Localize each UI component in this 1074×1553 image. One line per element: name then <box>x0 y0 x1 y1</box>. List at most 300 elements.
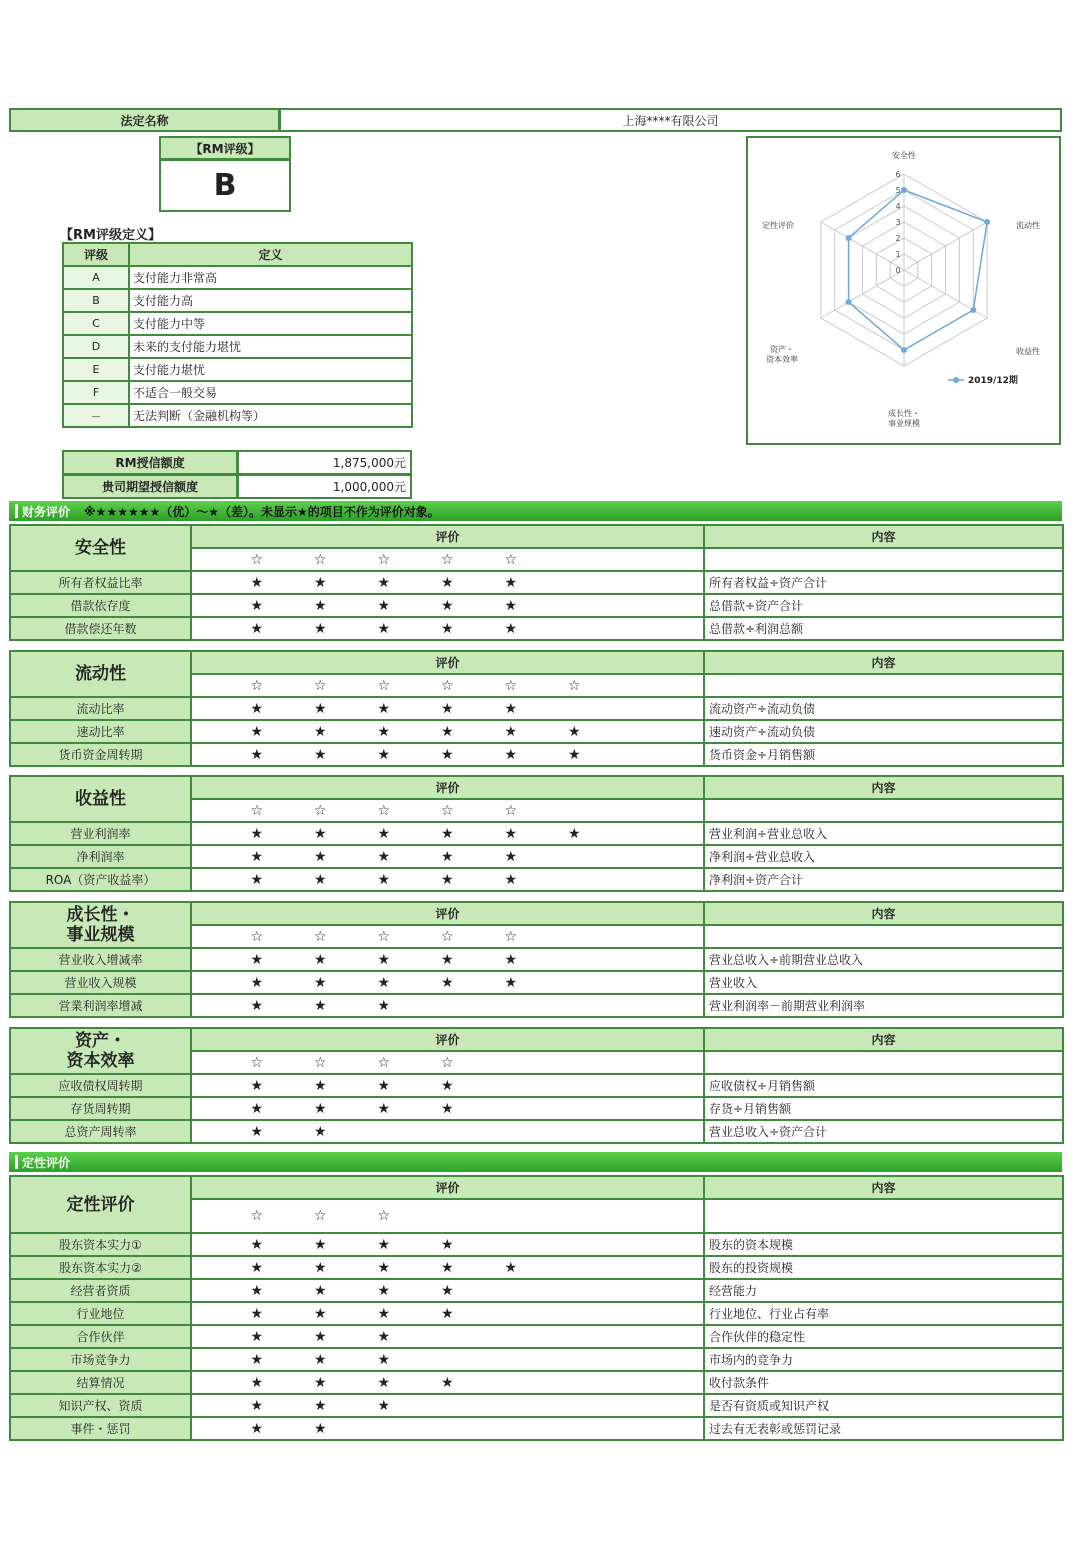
item-description: 是否有资质或知识产权 <box>704 1394 1063 1417</box>
filled-star-icon: ★ <box>250 1282 264 1299</box>
section-marker <box>15 1155 18 1169</box>
financial-section-title: 财务评价 <box>22 504 71 519</box>
table-row <box>10 868 1063 891</box>
filled-star-icon: ★ <box>313 700 327 717</box>
empty-star-icon: ☆ <box>377 802 391 819</box>
item-description: 营业总收入÷前期营业总收入 <box>704 948 1063 971</box>
filled-star-icon: ★ <box>440 951 454 968</box>
radar-data-point <box>901 187 907 193</box>
table-row <box>10 1302 1063 1325</box>
item-name: 营业收入增减率 <box>10 948 191 971</box>
radar-axis-label: 成长性・ <box>888 409 920 418</box>
item-description: 净利润÷营业总收入 <box>704 845 1063 868</box>
item-description: 行业地位、行业占有率 <box>704 1302 1063 1325</box>
star-rating <box>192 1372 703 1393</box>
item-description: 所有者权益÷资产合计 <box>704 571 1063 594</box>
table-row <box>10 822 1063 845</box>
table-row <box>10 1279 1063 1302</box>
item-name: 知识产权、资质 <box>10 1394 191 1417</box>
filled-star-icon: ★ <box>313 825 327 842</box>
filled-star-icon: ★ <box>313 871 327 888</box>
col-definition: 定义 <box>129 243 412 266</box>
legal-name-label: 法定名称 <box>9 108 280 132</box>
filled-star-icon: ★ <box>313 1077 327 1094</box>
filled-star-icon: ★ <box>313 974 327 991</box>
category-name: 定性评价 <box>10 1176 191 1233</box>
radar-chart-frame <box>746 136 1061 445</box>
radar-tick-label: 3 <box>895 218 901 227</box>
empty-star-icon: ☆ <box>313 1208 327 1224</box>
filled-star-icon: ★ <box>377 1282 391 1299</box>
eval-header: 评价 <box>191 1028 704 1051</box>
item-name: 流动比率 <box>10 697 191 720</box>
filled-star-icon: ★ <box>567 825 581 842</box>
empty-star-icon: ☆ <box>250 1054 264 1071</box>
filled-star-icon: ★ <box>440 1374 454 1391</box>
definition-row <box>63 335 412 358</box>
table-row <box>10 1348 1063 1371</box>
table-row <box>10 594 1063 617</box>
filled-star-icon: ★ <box>377 620 391 637</box>
radar-data-point <box>970 307 976 313</box>
rating-definition-table <box>62 242 413 428</box>
filled-star-icon: ★ <box>313 1100 327 1117</box>
radar-tick-label: 2 <box>895 234 901 243</box>
filled-star-icon: ★ <box>250 574 264 591</box>
category-name: 收益性 <box>10 776 191 822</box>
item-name: 事件・惩罚 <box>10 1417 191 1440</box>
filled-star-icon: ★ <box>250 1259 264 1276</box>
empty-star-icon: ☆ <box>250 551 264 568</box>
filled-star-icon: ★ <box>313 1328 327 1345</box>
filled-star-icon: ★ <box>377 574 391 591</box>
filled-star-icon: ★ <box>377 1236 391 1253</box>
empty-star-icon: ☆ <box>250 928 264 945</box>
filled-star-icon: ★ <box>377 997 391 1014</box>
filled-star-icon: ★ <box>313 574 327 591</box>
expected-credit-value: 1,000,000元 <box>237 474 412 499</box>
star-rating <box>192 823 703 844</box>
section-marker <box>15 504 18 518</box>
filled-star-icon: ★ <box>377 848 391 865</box>
empty-star-icon: ☆ <box>313 551 327 568</box>
definition-row <box>63 358 412 381</box>
star-rating <box>192 1052 703 1073</box>
filled-star-icon: ★ <box>377 1100 391 1117</box>
rm-rating-grade: B <box>159 159 291 212</box>
radar-axis-label: 安全性 <box>892 151 916 160</box>
table-row <box>10 1417 1063 1440</box>
filled-star-icon: ★ <box>504 974 518 991</box>
table-row <box>10 1233 1063 1256</box>
star-rating <box>192 721 703 742</box>
legend-label: 2019/12期 <box>968 376 1018 386</box>
filled-star-icon: ★ <box>504 597 518 614</box>
item-description: 速动资产÷流动负债 <box>704 720 1063 743</box>
filled-star-icon: ★ <box>377 597 391 614</box>
star-rating <box>192 1234 703 1255</box>
eval-header: 评价 <box>191 1176 704 1199</box>
item-name: 经营者资质 <box>10 1279 191 1302</box>
star-rating <box>192 972 703 993</box>
star-rating <box>192 1349 703 1370</box>
filled-star-icon: ★ <box>250 825 264 842</box>
qualitative-section-title: 定性评价 <box>22 1155 71 1170</box>
definition-row <box>63 312 412 335</box>
filled-star-icon: ★ <box>250 746 264 763</box>
star-rating <box>192 572 703 593</box>
radar-tick-label: 6 <box>895 170 901 179</box>
filled-star-icon: ★ <box>250 1236 264 1253</box>
content-header: 内容 <box>704 776 1063 799</box>
radar-axis-label: 资产・ <box>770 345 794 354</box>
radar-axis-label: 定性评价 <box>762 221 794 230</box>
filled-star-icon: ★ <box>504 871 518 888</box>
table-row <box>10 697 1063 720</box>
qualitative-section-bar <box>9 1152 1062 1172</box>
radar-data-point <box>984 219 990 225</box>
star-rating <box>192 549 703 570</box>
filled-star-icon: ★ <box>504 1259 518 1276</box>
eval-header: 评价 <box>191 525 704 548</box>
filled-star-icon: ★ <box>440 723 454 740</box>
evaluation-table <box>9 901 1064 1018</box>
content-header: 内容 <box>704 651 1063 674</box>
star-rating <box>192 618 703 639</box>
filled-star-icon: ★ <box>440 871 454 888</box>
filled-star-icon: ★ <box>250 951 264 968</box>
filled-star-icon: ★ <box>504 574 518 591</box>
definition-grade: C <box>63 312 129 335</box>
filled-star-icon: ★ <box>250 1305 264 1322</box>
definition-grade: A <box>63 266 129 289</box>
item-name: 営業利润率增减 <box>10 994 191 1017</box>
item-name: 营业利润率 <box>10 822 191 845</box>
empty-star-icon: ☆ <box>440 551 454 568</box>
item-description: 营业收入 <box>704 971 1063 994</box>
radar-axis-label: 事业规模 <box>888 419 920 428</box>
definition-grade: D <box>63 335 129 358</box>
filled-star-icon: ★ <box>377 746 391 763</box>
radar-data-point <box>846 299 852 305</box>
company-name: 上海****有限公司 <box>279 108 1062 132</box>
item-description: 股东的投资规模 <box>704 1256 1063 1279</box>
category-name: 成长性・ 事业规模 <box>10 902 191 948</box>
definition-row <box>63 289 412 312</box>
table-row <box>10 1394 1063 1417</box>
definition-grade: F <box>63 381 129 404</box>
empty-star-icon: ☆ <box>250 677 264 694</box>
filled-star-icon: ★ <box>377 825 391 842</box>
star-rating <box>192 995 703 1016</box>
definition-row <box>63 266 412 289</box>
item-name: 货币资金周转期 <box>10 743 191 766</box>
empty-star-icon: ☆ <box>504 551 518 568</box>
category-name: 安全性 <box>10 525 191 571</box>
expected-credit-label: 贵司期望授信额度 <box>62 474 238 499</box>
star-rating <box>192 1200 703 1232</box>
radar-axis-label: 资本效率 <box>766 355 798 364</box>
table-row <box>10 1097 1063 1120</box>
table-row <box>10 571 1063 594</box>
item-description: 总借款÷利润总额 <box>704 617 1063 640</box>
star-rating <box>192 800 703 821</box>
star-rating <box>192 1303 703 1324</box>
table-row <box>10 994 1063 1017</box>
filled-star-icon: ★ <box>377 951 391 968</box>
radar-axis-label: 收益性 <box>1016 347 1040 356</box>
definition-grade: B <box>63 289 129 312</box>
filled-star-icon: ★ <box>313 597 327 614</box>
table-row <box>10 948 1063 971</box>
filled-star-icon: ★ <box>440 1077 454 1094</box>
item-description: 收付款条件 <box>704 1371 1063 1394</box>
rating-note: ※★★★★★★（优）～★（差）。未显示★的项目不作为评价对象。 <box>84 504 440 519</box>
filled-star-icon: ★ <box>313 1236 327 1253</box>
filled-star-icon: ★ <box>504 951 518 968</box>
table-row <box>10 1256 1063 1279</box>
filled-star-icon: ★ <box>504 825 518 842</box>
star-rating <box>192 1098 703 1119</box>
empty-star-icon: ☆ <box>377 1054 391 1071</box>
item-name: ROA（资产收益率） <box>10 868 191 891</box>
definition-title: 【RM评级定义】 <box>60 228 161 243</box>
filled-star-icon: ★ <box>440 825 454 842</box>
content-header: 内容 <box>704 1176 1063 1199</box>
empty-star-icon: ☆ <box>377 677 391 694</box>
filled-star-icon: ★ <box>504 848 518 865</box>
eval-header: 评价 <box>191 902 704 925</box>
filled-star-icon: ★ <box>313 951 327 968</box>
filled-star-icon: ★ <box>313 1259 327 1276</box>
star-rating <box>192 1395 703 1416</box>
item-name: 净利润率 <box>10 845 191 868</box>
item-description: 营业利润÷营业总收入 <box>704 822 1063 845</box>
empty-star-icon: ☆ <box>250 802 264 819</box>
filled-star-icon: ★ <box>440 848 454 865</box>
empty-star-icon: ☆ <box>440 677 454 694</box>
filled-star-icon: ★ <box>377 1077 391 1094</box>
empty-star-icon: ☆ <box>377 551 391 568</box>
item-name: 股东资本实力② <box>10 1256 191 1279</box>
col-grade: 评级 <box>63 243 129 266</box>
definition-text: 不适合一般交易 <box>129 381 412 404</box>
empty-star-icon: ☆ <box>377 1208 391 1224</box>
item-description: 经营能力 <box>704 1279 1063 1302</box>
filled-star-icon: ★ <box>313 848 327 865</box>
filled-star-icon: ★ <box>313 1397 327 1414</box>
filled-star-icon: ★ <box>377 700 391 717</box>
star-rating <box>192 1075 703 1096</box>
empty-star-icon: ☆ <box>504 928 518 945</box>
content-header: 内容 <box>704 1028 1063 1051</box>
filled-star-icon: ★ <box>567 746 581 763</box>
filled-star-icon: ★ <box>504 723 518 740</box>
filled-star-icon: ★ <box>440 620 454 637</box>
filled-star-icon: ★ <box>250 1397 264 1414</box>
table-row <box>10 1371 1063 1394</box>
eval-header: 评价 <box>191 776 704 799</box>
empty-star-icon: ☆ <box>440 928 454 945</box>
star-rating <box>192 926 703 947</box>
empty-star-icon: ☆ <box>313 677 327 694</box>
star-rating <box>192 869 703 890</box>
filled-star-icon: ★ <box>377 871 391 888</box>
financial-section-bar <box>9 501 1062 521</box>
filled-star-icon: ★ <box>250 1123 264 1140</box>
star-rating <box>192 1257 703 1278</box>
item-name: 行业地位 <box>10 1302 191 1325</box>
filled-star-icon: ★ <box>313 1282 327 1299</box>
item-description: 市场内的竞争力 <box>704 1348 1063 1371</box>
filled-star-icon: ★ <box>313 723 327 740</box>
filled-star-icon: ★ <box>250 974 264 991</box>
definition-text: 支付能力中等 <box>129 312 412 335</box>
item-description: 存货÷月销售额 <box>704 1097 1063 1120</box>
radar-chart <box>748 138 1059 443</box>
evaluation-table <box>9 775 1064 892</box>
filled-star-icon: ★ <box>250 1374 264 1391</box>
filled-star-icon: ★ <box>504 620 518 637</box>
item-description: 过去有无表彰或惩罚记录 <box>704 1417 1063 1440</box>
item-description: 合作伙伴的稳定性 <box>704 1325 1063 1348</box>
item-name: 借款偿还年数 <box>10 617 191 640</box>
filled-star-icon: ★ <box>250 871 264 888</box>
table-row <box>10 971 1063 994</box>
star-rating <box>192 1121 703 1142</box>
item-name: 总资产周转率 <box>10 1120 191 1143</box>
star-rating <box>192 846 703 867</box>
legend-marker <box>953 377 959 383</box>
item-description: 总借款÷资产合计 <box>704 594 1063 617</box>
filled-star-icon: ★ <box>250 848 264 865</box>
definition-row <box>63 404 412 427</box>
item-name: 合作伙伴 <box>10 1325 191 1348</box>
table-row <box>10 1120 1063 1143</box>
item-name: 应收债权周转期 <box>10 1074 191 1097</box>
star-rating <box>192 698 703 719</box>
item-name: 市场竞争力 <box>10 1348 191 1371</box>
item-description: 股东的资本规模 <box>704 1233 1063 1256</box>
table-row <box>10 1074 1063 1097</box>
radar-data-point <box>846 235 852 241</box>
filled-star-icon: ★ <box>377 1374 391 1391</box>
rm-rating-label: 【RM评级】 <box>159 136 291 160</box>
filled-star-icon: ★ <box>377 1397 391 1414</box>
filled-star-icon: ★ <box>440 597 454 614</box>
item-name: 股东资本实力① <box>10 1233 191 1256</box>
definition-text: 支付能力堪忧 <box>129 358 412 381</box>
rm-credit-label: RM授信额度 <box>62 450 238 475</box>
star-rating <box>192 949 703 970</box>
filled-star-icon: ★ <box>250 700 264 717</box>
evaluation-table <box>9 524 1064 641</box>
filled-star-icon: ★ <box>250 1351 264 1368</box>
table-row <box>10 720 1063 743</box>
table-row <box>10 1325 1063 1348</box>
item-description: 营业利润率－前期营业利润率 <box>704 994 1063 1017</box>
filled-star-icon: ★ <box>313 1305 327 1322</box>
filled-star-icon: ★ <box>313 1351 327 1368</box>
radar-tick-label: 0 <box>895 266 901 275</box>
definition-text: 支付能力非常高 <box>129 266 412 289</box>
table-row <box>10 743 1063 766</box>
filled-star-icon: ★ <box>377 1351 391 1368</box>
filled-star-icon: ★ <box>504 700 518 717</box>
filled-star-icon: ★ <box>440 1282 454 1299</box>
filled-star-icon: ★ <box>377 723 391 740</box>
definition-text: 未来的支付能力堪忧 <box>129 335 412 358</box>
item-description: 营业总收入÷资产合计 <box>704 1120 1063 1143</box>
radar-tick-label: 5 <box>895 186 901 195</box>
radar-axis-label: 流动性 <box>1016 221 1040 230</box>
filled-star-icon: ★ <box>377 1328 391 1345</box>
filled-star-icon: ★ <box>377 1305 391 1322</box>
item-description: 流动资产÷流动负债 <box>704 697 1063 720</box>
filled-star-icon: ★ <box>504 746 518 763</box>
filled-star-icon: ★ <box>250 1420 264 1437</box>
radar-tick-label: 4 <box>895 202 901 211</box>
filled-star-icon: ★ <box>377 1259 391 1276</box>
filled-star-icon: ★ <box>313 1420 327 1437</box>
item-name: 借款依存度 <box>10 594 191 617</box>
item-description: 应收债权÷月销售额 <box>704 1074 1063 1097</box>
filled-star-icon: ★ <box>250 1077 264 1094</box>
empty-star-icon: ☆ <box>313 928 327 945</box>
star-rating <box>192 744 703 765</box>
item-name: 结算情况 <box>10 1371 191 1394</box>
content-header: 内容 <box>704 525 1063 548</box>
radar-data-point <box>901 347 907 353</box>
content-header: 内容 <box>704 902 1063 925</box>
radar-tick-label: 1 <box>895 250 901 259</box>
table-row <box>10 845 1063 868</box>
empty-star-icon: ☆ <box>250 1208 264 1224</box>
filled-star-icon: ★ <box>440 974 454 991</box>
empty-star-icon: ☆ <box>504 802 518 819</box>
filled-star-icon: ★ <box>440 1305 454 1322</box>
item-description: 净利润÷资产合计 <box>704 868 1063 891</box>
item-name: 营业收入规模 <box>10 971 191 994</box>
item-description: 货币资金÷月销售额 <box>704 743 1063 766</box>
empty-star-icon: ☆ <box>377 928 391 945</box>
filled-star-icon: ★ <box>440 1236 454 1253</box>
empty-star-icon: ☆ <box>504 677 518 694</box>
item-name: 速动比率 <box>10 720 191 743</box>
filled-star-icon: ★ <box>250 620 264 637</box>
filled-star-icon: ★ <box>440 574 454 591</box>
empty-star-icon: ☆ <box>440 1054 454 1071</box>
filled-star-icon: ★ <box>250 1328 264 1345</box>
filled-star-icon: ★ <box>440 746 454 763</box>
star-rating <box>192 1326 703 1347</box>
category-name: 流动性 <box>10 651 191 697</box>
filled-star-icon: ★ <box>440 700 454 717</box>
star-rating <box>192 675 703 696</box>
filled-star-icon: ★ <box>313 746 327 763</box>
empty-star-icon: ☆ <box>567 677 581 694</box>
definition-row <box>63 381 412 404</box>
evaluation-table <box>9 650 1064 767</box>
item-name: 所有者权益比率 <box>10 571 191 594</box>
definition-grade: － <box>63 404 129 427</box>
filled-star-icon: ★ <box>440 1100 454 1117</box>
category-name: 资产・ 资本效率 <box>10 1028 191 1074</box>
filled-star-icon: ★ <box>313 997 327 1014</box>
evaluation-table <box>9 1175 1064 1441</box>
filled-star-icon: ★ <box>567 723 581 740</box>
item-name: 存货周转期 <box>10 1097 191 1120</box>
